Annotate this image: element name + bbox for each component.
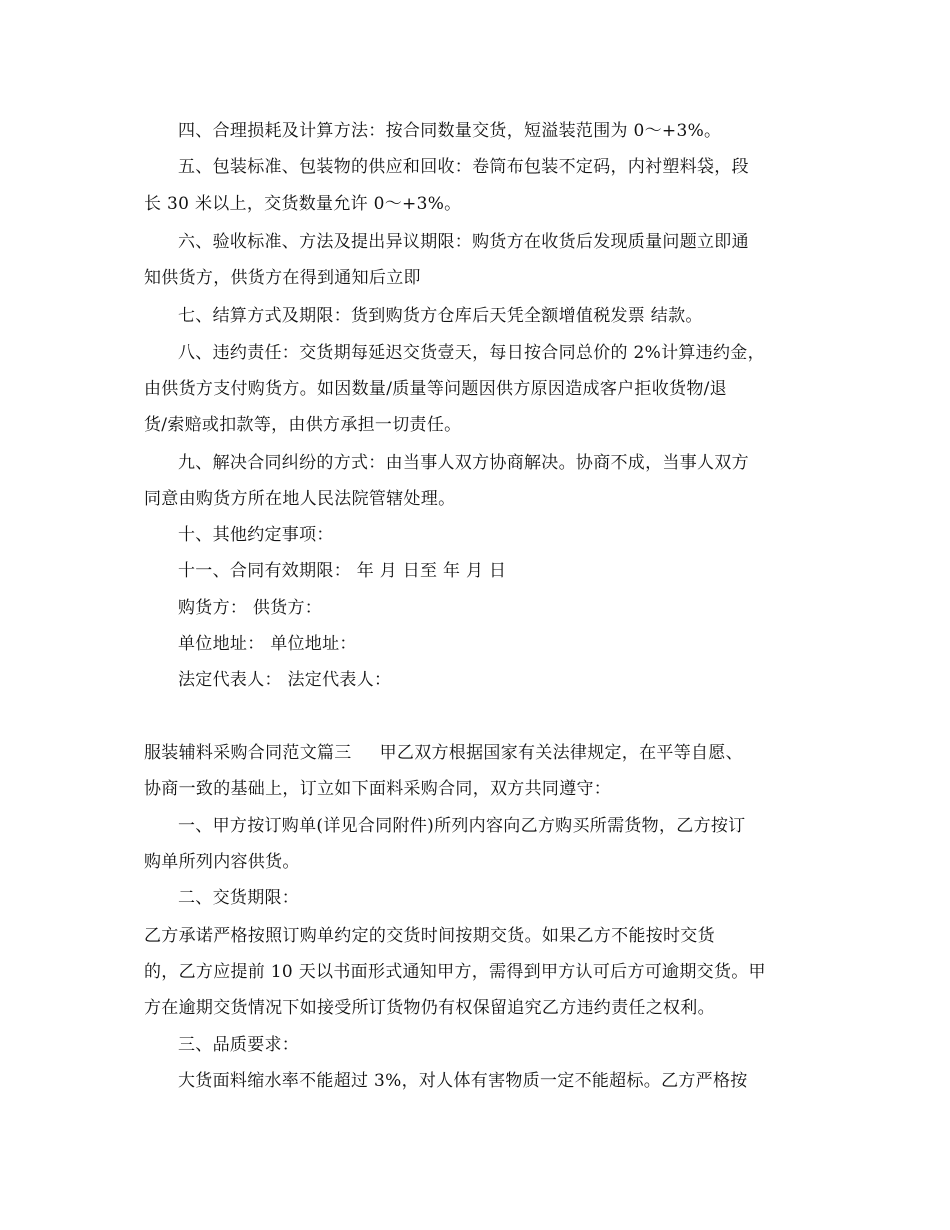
clause-5-line-1: 五、包装标准、包装物的供应和回收：卷筒布包装不定码，内衬塑料袋，段 (178, 157, 749, 177)
article-2-line-1: 乙方承诺严格按照订购单约定的交货时间按期交货。如果乙方不能按时交货 (144, 926, 715, 946)
clause-5-line-2: 长 30 米以上，交货数量允许 0～+3%。 (144, 194, 462, 214)
preamble-line-1: 甲乙双方根据国家有关法律规定，在平等自愿、 (379, 743, 743, 763)
signatory-representatives: 法定代表人： 法定代表人： (178, 670, 392, 690)
clause-6-line-1: 六、验收标准、方法及提出异议期限：购货方在收货后发现质量问题立即通 (178, 232, 749, 252)
clause-10-line-1: 十、其他约定事项： (178, 525, 334, 545)
clause-8-line-3: 货/索赔或扣款等，由供方承担一切责任。 (144, 415, 462, 435)
article-2-line-2: 的，乙方应提前 10 天以书面形式通知甲方，需得到甲方认可后方可逾期交货。甲 (144, 962, 766, 982)
clause-9-line-1: 九、解决合同纠纷的方式：由当事人双方协商解决。协商不成，当事人双方 (178, 453, 749, 473)
article-1-line-2: 购单所列内容供货。 (144, 852, 300, 872)
clause-8-line-2: 由供货方支付购货方。如因数量/质量等问题因供方原因造成客户拒收货物/退 (144, 379, 727, 399)
clause-9-line-2: 同意由购货方所在地人民法院管辖处理。 (144, 489, 456, 509)
article-3-line-1: 大货面料缩水率不能超过 3%，对人体有害物质一定不能超标。乙方严格按 (178, 1071, 748, 1091)
clause-8-line-1: 八、违约责任：交货期每延迟交货壹天，每日按合同总价的 2%计算违约金， (178, 343, 765, 363)
signatory-addresses: 单位地址： 单位地址： (178, 634, 357, 654)
section-title: 服装辅料采购合同范文篇三 (144, 743, 352, 763)
clause-6-line-2: 知供货方，供货方在得到通知后立即 (144, 268, 421, 288)
clause-11-line-1: 十一、合同有效期限： 年 月 日至 年 月 日 (178, 561, 507, 581)
clause-7-line-1: 七、结算方式及期限：货到购货方仓库后天凭全额增值税发票 结款。 (178, 306, 703, 326)
preamble-line-2: 协商一致的基础上，订立如下面料采购合同，双方共同遵守： (144, 779, 612, 799)
article-1-line-1: 一、甲方按订购单(详见合同附件)所列内容向乙方购买所需货物，乙方按订 (178, 816, 746, 836)
article-2-line-3: 方在逾期交货情况下如接受所订货物仍有权保留追究乙方违约责任之权利。 (144, 998, 715, 1018)
article-3-heading: 三、品质要求： (178, 1035, 300, 1055)
clause-4-line-1: 四、合理损耗及计算方法：按合同数量交货，短溢装范围为 0～+3%。 (178, 121, 722, 141)
section-heading-line (144, 742, 743, 764)
article-2-heading: 二、交货期限： (178, 888, 300, 908)
signatory-parties: 购货方： 供货方： (178, 598, 323, 618)
